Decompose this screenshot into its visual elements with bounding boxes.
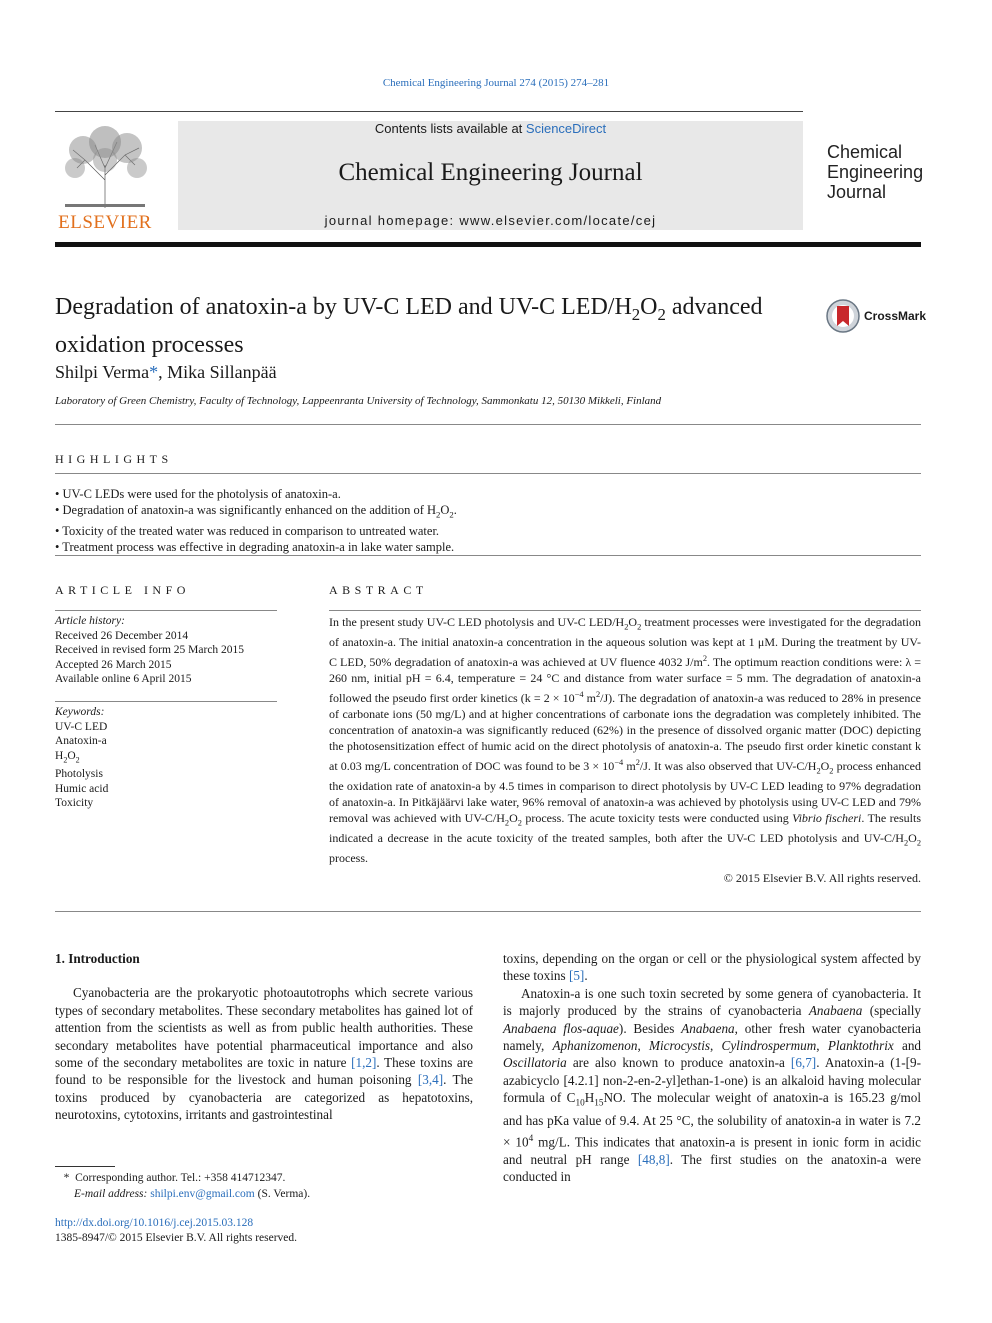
intro-left-column (55, 950, 473, 1124)
keywords-label: Keywords: (55, 706, 105, 718)
divider (329, 610, 921, 611)
list-item: • Treatment process was effective in degrading anatoxin-a in lake water sample. (55, 539, 455, 554)
highlight-text: Treatment process was effective in degrading anatoxin-a in lake water sample. (62, 539, 455, 554)
article-meta (55, 1216, 473, 1246)
doi-link[interactable]: http://dx.doi.org/10.1016/j.cej.2015.03.128 (55, 1217, 254, 1229)
paragraph: Anatoxin-a is one such toxin secreted by some genera of cyanobacteria. It is majorly produced by the strains of cyanobacteria Anabaena (specially Anabaena flos-aquae). Besides Anabaena, other fresh water cyanobacteria namely, Aphanizomenon, Microcystis, Cylindrospermum, Planktothrix and Oscillatoria are also known to produce anatoxin-a [6,7]. Anatoxin-a (1-[9-azabicyclo [4.2.1] non-2-en-2-yl]ethan-1-one) is an alkaloid having molecular formula of $C_{10}H_{15}NO$. The molecular weight of anatoxin-a is 165.23 g/mol and has pKa value of 9.4. At 25 °C, the solubility of anatoxin-a in water is $7.2 \times 10^4$ mg/L. This indicates that anatoxin-a is present in ionic form in acidic and neutral pH range [48,8]. The first studies on the anatoxin-a were conducted in (503, 985, 922, 1184)
journal-homepage[interactable]: journal homepage: www.elsevier.com/locate/cej (324, 213, 657, 228)
history-item: Accepted 26 March 2015 (55, 658, 172, 671)
list-item: • Degradation of anatoxin-a was significantly enhanced on the addition of $H_2O_2$. (55, 503, 457, 520)
history-item: Received 26 December 2014 (55, 629, 189, 642)
cej-logo-line: Chemical (827, 142, 903, 162)
email-link[interactable]: shilpi.env@gmail.com (150, 1188, 255, 1200)
title-part: advanced (665, 294, 763, 320)
title-part: O (640, 294, 658, 320)
keyword[interactable]: Toxicity (55, 797, 94, 810)
author-name[interactable]: , Mika Sillanpää (158, 362, 277, 382)
footnote-rule (55, 1166, 115, 1167)
header-thick-rule (55, 242, 921, 247)
journal-banner (178, 121, 803, 230)
citation-link[interactable]: [3,4] (417, 1072, 444, 1088)
article-title (55, 292, 815, 360)
abstract-heading: ABSTRACT (329, 583, 428, 597)
title-part: oxidation processes (55, 331, 244, 358)
footnote (55, 1170, 473, 1202)
crossmark-button[interactable] (826, 298, 936, 334)
citation-link[interactable]: [5] (568, 968, 585, 984)
keyword[interactable]: $H_2O_2$ (55, 749, 80, 764)
journal-citation[interactable]: Chemical Engineering Journal 274 (2015) 274–281 (382, 77, 610, 89)
highlights-list (55, 486, 921, 555)
list-item: • Toxicity of the treated water was reduced in comparison to untreated water. (55, 523, 440, 538)
issn-line: 1385-8947/© 2015 Elsevier B.V. All rights reserved. (55, 1232, 298, 1244)
list-item: • UV-C LEDs were used for the photolysis of anatoxin-a. (55, 487, 341, 501)
keyword[interactable]: Anatoxin-a (55, 735, 107, 747)
divider (55, 473, 921, 474)
divider (55, 555, 921, 556)
footnote-text: Corresponding author. Tel.: +358 414712347. (75, 1172, 286, 1184)
affiliation: Laboratory of Green Chemistry, Faculty of Technology, Lappeenranta University of Technology, Sammonkatu 12, 50130 Mikkeli, Finland (55, 395, 662, 407)
keywords-block (55, 705, 277, 811)
corresponding-mark[interactable]: * (149, 362, 159, 382)
cej-logo (827, 142, 937, 202)
section-heading: 1. Introduction (55, 951, 140, 966)
history-item: Received in revised form 25 March 2015 (55, 644, 245, 656)
contents-line (178, 121, 803, 136)
keyword[interactable]: Photolysis (55, 768, 103, 781)
citation-link[interactable]: [1,2] (351, 1055, 377, 1071)
author-list (55, 362, 277, 383)
crossmark-label: CrossMark (864, 309, 927, 323)
author-name[interactable]: Shilpi Verma (55, 362, 150, 382)
divider (55, 701, 277, 702)
elsevier-logo (55, 120, 155, 232)
journal-title: Chemical Engineering Journal (338, 159, 643, 186)
abstract-body: In the present study UV-C LED photolysis and UV-C LED/$H_2O_2$ treatment processes were investigated for the degradation of anatoxin-a. The initial anatoxin-a concentration in the aqueous solution was kept at 1 μM. During the treatment by UV-C LED, 50% degradation of anatoxin-a was achieved at UV fluence 4032 $J/m^2$. The optimum reaction conditions were: λ = 260 nm, initial pH = 6.4, temperature = 24 °C and distance from water surface = 5 mm. The degradation of anatoxin-a followed the pseudo first order kinetics ($k = 2 \times 10^{-4}$ $m^2/J$). The degradation of anatoxin-a was reduced to 28% in presence of carbonate ions (50 mg/L) and at higher concentrations of carbonate ions the degradation was completely inhibited. The concentration of anatoxin-a was significantly reduced (62%) in the presence of dissolved organic matter (DOC) depicting the photosensitization effect of humic acid on the direct photolysis of anatoxin-a. The pseudo first order kinetic constant k at 0.03 mg/L concentration of DOC was found to be $3 \times 10^{-4}$ $m^2/J$. It was also observed that $UV-C/H_2O_2$ process enhanced the oxidation rate of anatoxin-a by 4.5 times in comparison to direct photolysis by UV-C LED leading to 97% degradation of anatoxin-a. In Pitkäjäärvi lake water, 96% removal of anatoxin-a was achieved by photolysis using UV-C LED and 79% removal was achieved with $UV-C/H_2O_2$ process. The acute toxicity tests were conducted using Vibrio fischeri. The results indicated a decrease in the acute toxicity of the treated samples, both after the UV-C LED photolysis and $UV-C/H_2O_2$ process. (329, 615, 922, 866)
highlight-text: UV-C LEDs were used for the photolysis of anatoxin-a. (62, 487, 341, 501)
keyword[interactable]: UV-C LED (55, 720, 108, 733)
article-info-heading: ARTICLE INFO (55, 583, 190, 597)
divider (55, 424, 921, 425)
email-suffix: (S. Verma). (254, 1188, 311, 1200)
crossmark-icon (826, 298, 860, 334)
copyright-notice: © 2015 Elsevier B.V. All rights reserved. (723, 871, 921, 885)
cej-logo-line: Journal (827, 182, 887, 202)
cej-logo-line: Engineering (827, 162, 924, 182)
title-sub: 2 (631, 304, 641, 324)
title-part: Degradation of anatoxin-a by UV-C LED and UV-C LED/H (55, 294, 632, 320)
highlights-heading: HIGHLIGHTS (55, 452, 173, 466)
intro-right-column (503, 950, 921, 1185)
email-label: E-mail address: (74, 1188, 151, 1200)
highlight-text: Degradation of anatoxin-a was significantly enhanced on the addition of H (62, 503, 437, 517)
history-label: Article history: (55, 615, 125, 627)
footnote-email (55, 1186, 473, 1202)
divider (55, 911, 921, 912)
divider (55, 610, 277, 611)
title-sub: 2 (657, 304, 666, 324)
sciencedirect-link[interactable]: ScienceDirect (525, 121, 607, 136)
footnote-corresponding: * Corresponding author. Tel.: +358 414712347. (55, 1172, 286, 1184)
elsevier-tree-icon (55, 120, 155, 210)
paragraph: toxins, depending on the organ or cell or the physiological system affected by these toxins [5]. (503, 951, 921, 984)
history-item: Available online 6 April 2015 (55, 673, 192, 685)
highlight-text: Toxicity of the treated water was reduced in comparison to untreated water. (62, 523, 440, 538)
elsevier-wordmark: ELSEVIER (58, 212, 152, 233)
citation-link[interactable]: [6,7] (790, 1055, 817, 1071)
paragraph: Cyanobacteria are the prokaryotic photoautotrophs which secrete various types of secondary metabolites. These secondary metabolites has gained lot of attention from the scientists as well as from public health authorities. These secondary metabolites have potential pharmaceutical importance and also some of the secondary metabolites are toxic in nature [1,2]. These toxins are found to be responsible for the livestock and human poisoning [3,4]. The toxins produced by cyanobacteria are categorized as hepatotoxins, neurotoxins, cytotoxins, irritants and gastrointestinal (55, 985, 474, 1123)
header-rule (55, 111, 803, 112)
article-history (55, 614, 277, 687)
citation-link[interactable]: [48,8] (637, 1151, 670, 1167)
keyword[interactable]: Humic acid (55, 782, 109, 795)
contents-prefix: Contents lists available at (374, 121, 526, 136)
